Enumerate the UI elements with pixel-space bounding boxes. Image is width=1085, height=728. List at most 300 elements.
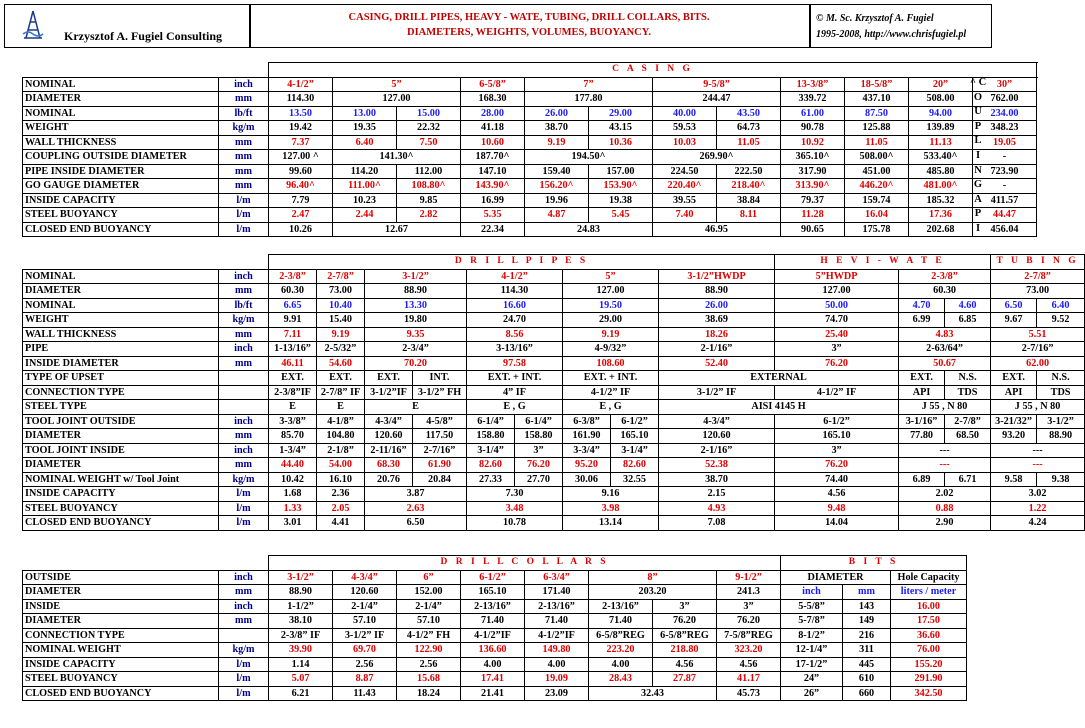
value-cell: --- bbox=[899, 443, 991, 458]
value-cell: 122.90 bbox=[397, 643, 461, 658]
value-cell: 203.20 bbox=[589, 585, 717, 600]
value-cell: 4.00 bbox=[525, 657, 589, 672]
value-cell: 104.80 bbox=[317, 429, 365, 444]
value-cell: 96.40^ bbox=[269, 179, 333, 194]
value-cell: 4.56 bbox=[717, 657, 781, 672]
value-cell: 437.10 bbox=[845, 92, 909, 107]
value-cell: 16.10 bbox=[317, 472, 365, 487]
value-cell: 2-3/8”IF bbox=[269, 385, 317, 400]
value-cell: 158.80 bbox=[467, 429, 515, 444]
value-cell: 52.40 bbox=[659, 356, 775, 371]
unit-cell: l/m bbox=[219, 657, 269, 672]
value-cell: 3.87 bbox=[365, 487, 467, 502]
value-cell: 2-3/4” bbox=[365, 342, 467, 357]
value-cell: 13.14 bbox=[563, 516, 659, 531]
value-cell: 5”HWDP bbox=[775, 269, 899, 284]
value-cell: 2.82 bbox=[397, 208, 461, 223]
value-cell: 171.40 bbox=[525, 585, 589, 600]
value-cell: 2-13/16” bbox=[525, 599, 589, 614]
value-cell: Hole Capacity bbox=[891, 570, 967, 585]
value-cell: 165.10 bbox=[775, 429, 899, 444]
value-cell: 3-1/2” FH bbox=[413, 385, 467, 400]
unit-cell: lb/ft bbox=[219, 298, 269, 313]
value-cell: 446.20^ bbox=[845, 179, 909, 194]
value-cell: 11.05 bbox=[845, 135, 909, 150]
value-cell: 27.70 bbox=[515, 472, 563, 487]
value-cell: 139.89 bbox=[909, 121, 973, 136]
pipes-row bbox=[23, 472, 1085, 487]
value-cell: 28.00 bbox=[461, 106, 525, 121]
value-cell: E , G bbox=[467, 400, 563, 415]
value-cell: 12.67 bbox=[333, 222, 461, 237]
casing-row bbox=[23, 208, 1037, 223]
value-cell: 19.50 bbox=[563, 298, 659, 313]
value-cell: 76.00 bbox=[891, 643, 967, 658]
value-cell: 27.33 bbox=[467, 472, 515, 487]
value-cell: 339.72 bbox=[781, 92, 845, 107]
value-cell: 39.55 bbox=[653, 193, 717, 208]
value-cell: 17.41 bbox=[461, 672, 525, 687]
row-label: DIAMETER bbox=[23, 614, 219, 629]
row-label: PIPE bbox=[23, 342, 219, 357]
row-label: NOMINAL bbox=[23, 298, 219, 313]
value-cell: 6.50 bbox=[365, 516, 467, 531]
value-cell: 71.40 bbox=[525, 614, 589, 629]
value-cell: 6.71 bbox=[945, 472, 991, 487]
value-cell: 3-1/2” IF bbox=[659, 385, 775, 400]
value-cell: 10.40 bbox=[317, 298, 365, 313]
value-cell: 68.50 bbox=[945, 429, 991, 444]
value-cell: 10.03 bbox=[653, 135, 717, 150]
value-cell: 23.09 bbox=[525, 686, 589, 701]
value-cell: 26.00 bbox=[525, 106, 589, 121]
row-label: PIPE INSIDE DIAMETER bbox=[23, 164, 219, 179]
value-cell: 13.30 bbox=[365, 298, 467, 313]
value-cell: 61.00 bbox=[781, 106, 845, 121]
copyright bbox=[816, 11, 966, 43]
value-cell: 85.70 bbox=[269, 429, 317, 444]
value-cell: 12-1/4” bbox=[781, 643, 843, 658]
casing-row bbox=[23, 193, 1037, 208]
value-cell: 6.21 bbox=[269, 686, 333, 701]
unit-cell: mm bbox=[219, 327, 269, 342]
value-cell: 24.70 bbox=[467, 313, 563, 328]
value-cell: 4.56 bbox=[653, 657, 717, 672]
value-cell: 46.11 bbox=[269, 356, 317, 371]
value-cell: 9.16 bbox=[563, 487, 659, 502]
pipes-row bbox=[23, 443, 1085, 458]
value-cell: 194.50^ bbox=[525, 150, 653, 165]
value-cell: 6-1/4” bbox=[467, 414, 515, 429]
value-cell: 120.60 bbox=[333, 585, 397, 600]
value-cell: API bbox=[991, 385, 1037, 400]
value-cell: 165.10 bbox=[461, 585, 525, 600]
value-cell: 97.58 bbox=[467, 356, 563, 371]
value-cell: 2-13/16” bbox=[461, 599, 525, 614]
unit-cell: mm bbox=[219, 150, 269, 165]
side-letter: L bbox=[974, 135, 982, 147]
value-cell: 20.76 bbox=[365, 472, 413, 487]
value-cell: 3.02 bbox=[991, 487, 1085, 502]
value-cell: 2-5/32” bbox=[317, 342, 365, 357]
side-letter: O bbox=[973, 91, 983, 103]
value-cell: 6.50 bbox=[991, 298, 1037, 313]
value-cell: 187.70^ bbox=[461, 150, 525, 165]
value-cell: 22.34 bbox=[461, 222, 525, 237]
value-cell: 4-1/2” bbox=[467, 269, 563, 284]
value-cell: 6-3/4” bbox=[525, 570, 589, 585]
row-label: WALL THICKNESS bbox=[23, 135, 219, 150]
value-cell: 7.08 bbox=[659, 516, 775, 531]
unit-cell: mm bbox=[219, 614, 269, 629]
side-letter: G bbox=[973, 179, 983, 191]
value-cell: 2.90 bbox=[899, 516, 991, 531]
value-cell: 13.00 bbox=[333, 106, 397, 121]
collars-row bbox=[23, 672, 967, 687]
value-cell: 74.40 bbox=[775, 472, 899, 487]
value-cell: 20” bbox=[909, 77, 973, 92]
casing-row bbox=[23, 106, 1037, 121]
unit-cell: mm bbox=[219, 284, 269, 299]
value-cell: 155.20 bbox=[891, 657, 967, 672]
title-line-2: DIAMETERS, WEIGHTS, VOLUMES, BUOYANCY. bbox=[407, 27, 651, 38]
value-cell: 59.53 bbox=[653, 121, 717, 136]
value-cell: 127.00 bbox=[333, 92, 461, 107]
value-cell: 88.90 bbox=[1037, 429, 1085, 444]
value-cell: 2-1/8” bbox=[317, 443, 365, 458]
unit-cell: l/m bbox=[219, 672, 269, 687]
value-cell: 125.88 bbox=[845, 121, 909, 136]
collars-row bbox=[23, 657, 967, 672]
value-cell: 6.85 bbox=[945, 313, 991, 328]
value-cell: 7.30 bbox=[467, 487, 563, 502]
unit-cell: mm bbox=[219, 179, 269, 194]
unit-cell: mm bbox=[219, 135, 269, 150]
value-cell: H E V I - W A T E bbox=[775, 255, 991, 270]
row-label bbox=[23, 255, 219, 270]
value-cell: 152.00 bbox=[397, 585, 461, 600]
unit-cell bbox=[219, 385, 269, 400]
value-cell: 3-1/4” bbox=[611, 443, 659, 458]
value-cell: 10.36 bbox=[589, 135, 653, 150]
value-cell: 223.20 bbox=[589, 643, 653, 658]
value-cell: 11.43 bbox=[333, 686, 397, 701]
row-label: TOOL JOINT INSIDE bbox=[23, 443, 219, 458]
value-cell: 1.22 bbox=[991, 501, 1085, 516]
row-label: STEEL BUOYANCY bbox=[23, 501, 219, 516]
value-cell: 3-1/16” bbox=[899, 414, 945, 429]
row-label: DIAMETER bbox=[23, 585, 219, 600]
value-cell: EXTERNAL bbox=[659, 371, 899, 386]
row-label: TYPE OF UPSET bbox=[23, 371, 219, 386]
collars-row bbox=[23, 599, 967, 614]
value-cell: 6-1/2” bbox=[775, 414, 899, 429]
value-cell: 2.56 bbox=[333, 657, 397, 672]
value-cell: 224.50 bbox=[653, 164, 717, 179]
pipes-row bbox=[23, 414, 1085, 429]
value-cell: 4” IF bbox=[467, 385, 563, 400]
pipes-row bbox=[23, 298, 1085, 313]
value-cell: 2.63 bbox=[365, 501, 467, 516]
value-cell: 445 bbox=[843, 657, 891, 672]
value-cell: 7-5/8”REG bbox=[717, 628, 781, 643]
value-cell: 3-1/2”HWDP bbox=[659, 269, 775, 284]
casing-row bbox=[23, 135, 1037, 150]
value-cell: 11.28 bbox=[781, 208, 845, 223]
value-cell: 7.11 bbox=[269, 327, 317, 342]
collars-row bbox=[23, 686, 967, 701]
value-cell: 10.92 bbox=[781, 135, 845, 150]
value-cell: 120.60 bbox=[659, 429, 775, 444]
value-cell: 18.26 bbox=[659, 327, 775, 342]
value-cell: 127.00 bbox=[563, 284, 659, 299]
value-cell: 3” bbox=[653, 599, 717, 614]
value-cell: 68.30 bbox=[365, 458, 413, 473]
value-cell: 3” bbox=[775, 443, 899, 458]
collars-row bbox=[23, 628, 967, 643]
value-cell: 6-1/2” bbox=[461, 570, 525, 585]
pipes-row bbox=[23, 356, 1085, 371]
value-cell: 762.00 bbox=[973, 92, 1037, 107]
unit-cell bbox=[219, 628, 269, 643]
value-cell: 153.90^ bbox=[589, 179, 653, 194]
value-cell: 3.48 bbox=[467, 501, 563, 516]
value-cell: 4.87 bbox=[525, 208, 589, 223]
unit-cell: l/m bbox=[219, 487, 269, 502]
value-cell: 3-1/4” bbox=[467, 443, 515, 458]
value-cell: 127.00 ^ bbox=[269, 150, 333, 165]
value-cell: 9.35 bbox=[365, 327, 467, 342]
value-cell: 5” bbox=[333, 77, 461, 92]
value-cell: 723.90 bbox=[973, 164, 1037, 179]
value-cell: 3-1/2” bbox=[1037, 414, 1085, 429]
row-label: WEIGHT bbox=[23, 313, 219, 328]
value-cell: 17.36 bbox=[909, 208, 973, 223]
row-label: INSIDE bbox=[23, 599, 219, 614]
value-cell: 61.90 bbox=[413, 458, 467, 473]
value-cell: 30” bbox=[973, 77, 1037, 92]
value-cell: 5.45 bbox=[589, 208, 653, 223]
value-cell: 6.40 bbox=[333, 135, 397, 150]
value-cell: 29.00 bbox=[563, 313, 659, 328]
value-cell: 88.90 bbox=[269, 585, 333, 600]
unit-cell: inch bbox=[219, 342, 269, 357]
row-label: INSIDE DIAMETER bbox=[23, 356, 219, 371]
value-cell: 2-1/16” bbox=[659, 443, 775, 458]
row-label: CLOSED END BUOYANCY bbox=[23, 516, 219, 531]
value-cell: 32.55 bbox=[611, 472, 659, 487]
value-cell: 62.00 bbox=[991, 356, 1085, 371]
value-cell: T U B I N G bbox=[991, 255, 1085, 270]
value-cell: 16.99 bbox=[461, 193, 525, 208]
unit-cell: mm bbox=[219, 585, 269, 600]
value-cell: 82.60 bbox=[467, 458, 515, 473]
value-cell: 2-7/8” bbox=[991, 269, 1085, 284]
value-cell: 6.89 bbox=[899, 472, 945, 487]
value-cell: 165.10 bbox=[611, 429, 659, 444]
side-letter: I bbox=[975, 222, 981, 234]
value-cell: 26” bbox=[781, 686, 843, 701]
value-cell: 9.58 bbox=[991, 472, 1037, 487]
value-cell: 2.44 bbox=[333, 208, 397, 223]
row-label: CONNECTION TYPE bbox=[23, 628, 219, 643]
casing-row bbox=[23, 121, 1037, 136]
value-cell: 411.57 bbox=[973, 193, 1037, 208]
value-cell: 77.80 bbox=[899, 429, 945, 444]
value-cell: 2-7/16” bbox=[413, 443, 467, 458]
collars-row bbox=[23, 556, 967, 571]
value-cell: 2-1/16” bbox=[659, 342, 775, 357]
pipes-row bbox=[23, 255, 1085, 270]
value-cell: 16.60 bbox=[467, 298, 563, 313]
value-cell: 13-3/8” bbox=[781, 77, 845, 92]
value-cell: 46.95 bbox=[653, 222, 781, 237]
value-cell: E bbox=[365, 400, 467, 415]
pipes-row bbox=[23, 284, 1085, 299]
value-cell: 73.00 bbox=[991, 284, 1085, 299]
value-cell: 38.84 bbox=[717, 193, 781, 208]
unit-cell: l/m bbox=[219, 208, 269, 223]
value-cell: 149.80 bbox=[525, 643, 589, 658]
casing-row bbox=[23, 179, 1037, 194]
unit-cell: l/m bbox=[219, 193, 269, 208]
value-cell: 30.06 bbox=[563, 472, 611, 487]
side-letter: ^ C bbox=[969, 77, 987, 88]
pipes-row bbox=[23, 487, 1085, 502]
value-cell: 241.3 bbox=[717, 585, 781, 600]
value-cell: 39.90 bbox=[269, 643, 333, 658]
value-cell: 108.60 bbox=[563, 356, 659, 371]
unit-cell bbox=[219, 400, 269, 415]
value-cell: 3” bbox=[775, 342, 899, 357]
value-cell: 76.20 bbox=[775, 458, 899, 473]
value-cell: 10.26 bbox=[269, 222, 333, 237]
row-label: INSIDE CAPACITY bbox=[23, 657, 219, 672]
row-label: INSIDE CAPACITY bbox=[23, 487, 219, 502]
value-cell: 5” bbox=[563, 269, 659, 284]
value-cell: 19.05 bbox=[973, 135, 1037, 150]
value-cell: INT. bbox=[413, 371, 467, 386]
value-cell: 10.23 bbox=[333, 193, 397, 208]
value-cell: EXT. + INT. bbox=[467, 371, 563, 386]
value-cell: 136.60 bbox=[461, 643, 525, 658]
value-cell: 44.47 bbox=[973, 208, 1037, 223]
value-cell: 87.50 bbox=[845, 106, 909, 121]
value-cell: EXT. bbox=[899, 371, 945, 386]
row-label: DIAMETER bbox=[23, 92, 219, 107]
row-label: GO GAUGE DIAMETER bbox=[23, 179, 219, 194]
value-cell: 2.02 bbox=[899, 487, 991, 502]
value-cell: 19.80 bbox=[365, 313, 467, 328]
pipes-row bbox=[23, 327, 1085, 342]
value-cell: 10.42 bbox=[269, 472, 317, 487]
pipes-row bbox=[23, 269, 1085, 284]
casing-title-row bbox=[23, 63, 1037, 78]
value-cell: 15.68 bbox=[397, 672, 461, 687]
casing-row bbox=[23, 222, 1037, 237]
side-letter: U bbox=[974, 106, 982, 118]
value-cell: 38.10 bbox=[269, 614, 333, 629]
value-cell: 117.50 bbox=[413, 429, 467, 444]
collars-row bbox=[23, 614, 967, 629]
value-cell: 5-7/8” bbox=[781, 614, 843, 629]
value-cell: 269.90^ bbox=[653, 150, 781, 165]
value-cell: 481.00^ bbox=[909, 179, 973, 194]
value-cell: 7.50 bbox=[397, 135, 461, 150]
value-cell: 7.40 bbox=[653, 208, 717, 223]
value-cell: D R I L L P I P E S bbox=[269, 255, 775, 270]
value-cell: 17.50 bbox=[891, 614, 967, 629]
value-cell: 4.00 bbox=[461, 657, 525, 672]
pipes-row bbox=[23, 385, 1085, 400]
page-header bbox=[4, 4, 1026, 48]
value-cell: 88.90 bbox=[659, 284, 775, 299]
value-cell: N.S. bbox=[1037, 371, 1085, 386]
value-cell: 202.68 bbox=[909, 222, 973, 237]
value-cell: 2-7/8” bbox=[317, 269, 365, 284]
value-cell: 1.14 bbox=[269, 657, 333, 672]
value-cell: 2-3/8” bbox=[899, 269, 991, 284]
unit-cell: mm bbox=[219, 458, 269, 473]
value-cell: 1-13/16” bbox=[269, 342, 317, 357]
value-cell: 27.87 bbox=[653, 672, 717, 687]
value-cell: 4-1/2” IF bbox=[563, 385, 659, 400]
value-cell: 64.73 bbox=[717, 121, 781, 136]
value-cell: 244.47 bbox=[653, 92, 781, 107]
value-cell: 40.00 bbox=[653, 106, 717, 121]
value-cell: 147.10 bbox=[461, 164, 525, 179]
value-cell: 54.00 bbox=[317, 458, 365, 473]
value-cell: 0.88 bbox=[899, 501, 991, 516]
value-cell: 218.80 bbox=[653, 643, 717, 658]
drill-collars-table bbox=[22, 555, 967, 701]
row-label: DIAMETER bbox=[23, 284, 219, 299]
value-cell: 43.15 bbox=[589, 121, 653, 136]
value-cell: 3-1/2” IF bbox=[333, 628, 397, 643]
unit-cell: l/m bbox=[219, 222, 269, 237]
row-label: WALL THICKNESS bbox=[23, 327, 219, 342]
value-cell: 660 bbox=[843, 686, 891, 701]
pipes-row bbox=[23, 516, 1085, 531]
value-cell: 52.38 bbox=[659, 458, 775, 473]
unit-cell: inch bbox=[219, 599, 269, 614]
value-cell: 3-1/2” bbox=[365, 269, 467, 284]
row-label: DIAMETER bbox=[23, 429, 219, 444]
row-label: CLOSED END BUOYANCY bbox=[23, 222, 219, 237]
value-cell: 7.37 bbox=[269, 135, 333, 150]
value-cell: 20.84 bbox=[413, 472, 467, 487]
unit-cell: inch bbox=[219, 77, 269, 92]
value-cell: 74.70 bbox=[775, 313, 899, 328]
collars-row bbox=[23, 570, 967, 585]
value-cell: 8.87 bbox=[333, 672, 397, 687]
value-cell: 13.50 bbox=[269, 106, 333, 121]
value-cell: 82.60 bbox=[611, 458, 659, 473]
row-label: COUPLING OUTSIDE DIAMETER bbox=[23, 150, 219, 165]
unit-cell bbox=[219, 255, 269, 270]
unit-cell bbox=[219, 371, 269, 386]
value-cell: 7” bbox=[525, 77, 653, 92]
row-label: WEIGHT bbox=[23, 121, 219, 136]
value-cell: 9.67 bbox=[991, 313, 1037, 328]
casing-table bbox=[22, 62, 1037, 237]
value-cell: 24.83 bbox=[525, 222, 653, 237]
value-cell: 6.99 bbox=[899, 313, 945, 328]
value-cell: 6-1/2” bbox=[611, 414, 659, 429]
value-cell: EXT. bbox=[365, 371, 413, 386]
value-cell: 2-7/8” bbox=[945, 414, 991, 429]
value-cell: 4-1/8” bbox=[317, 414, 365, 429]
